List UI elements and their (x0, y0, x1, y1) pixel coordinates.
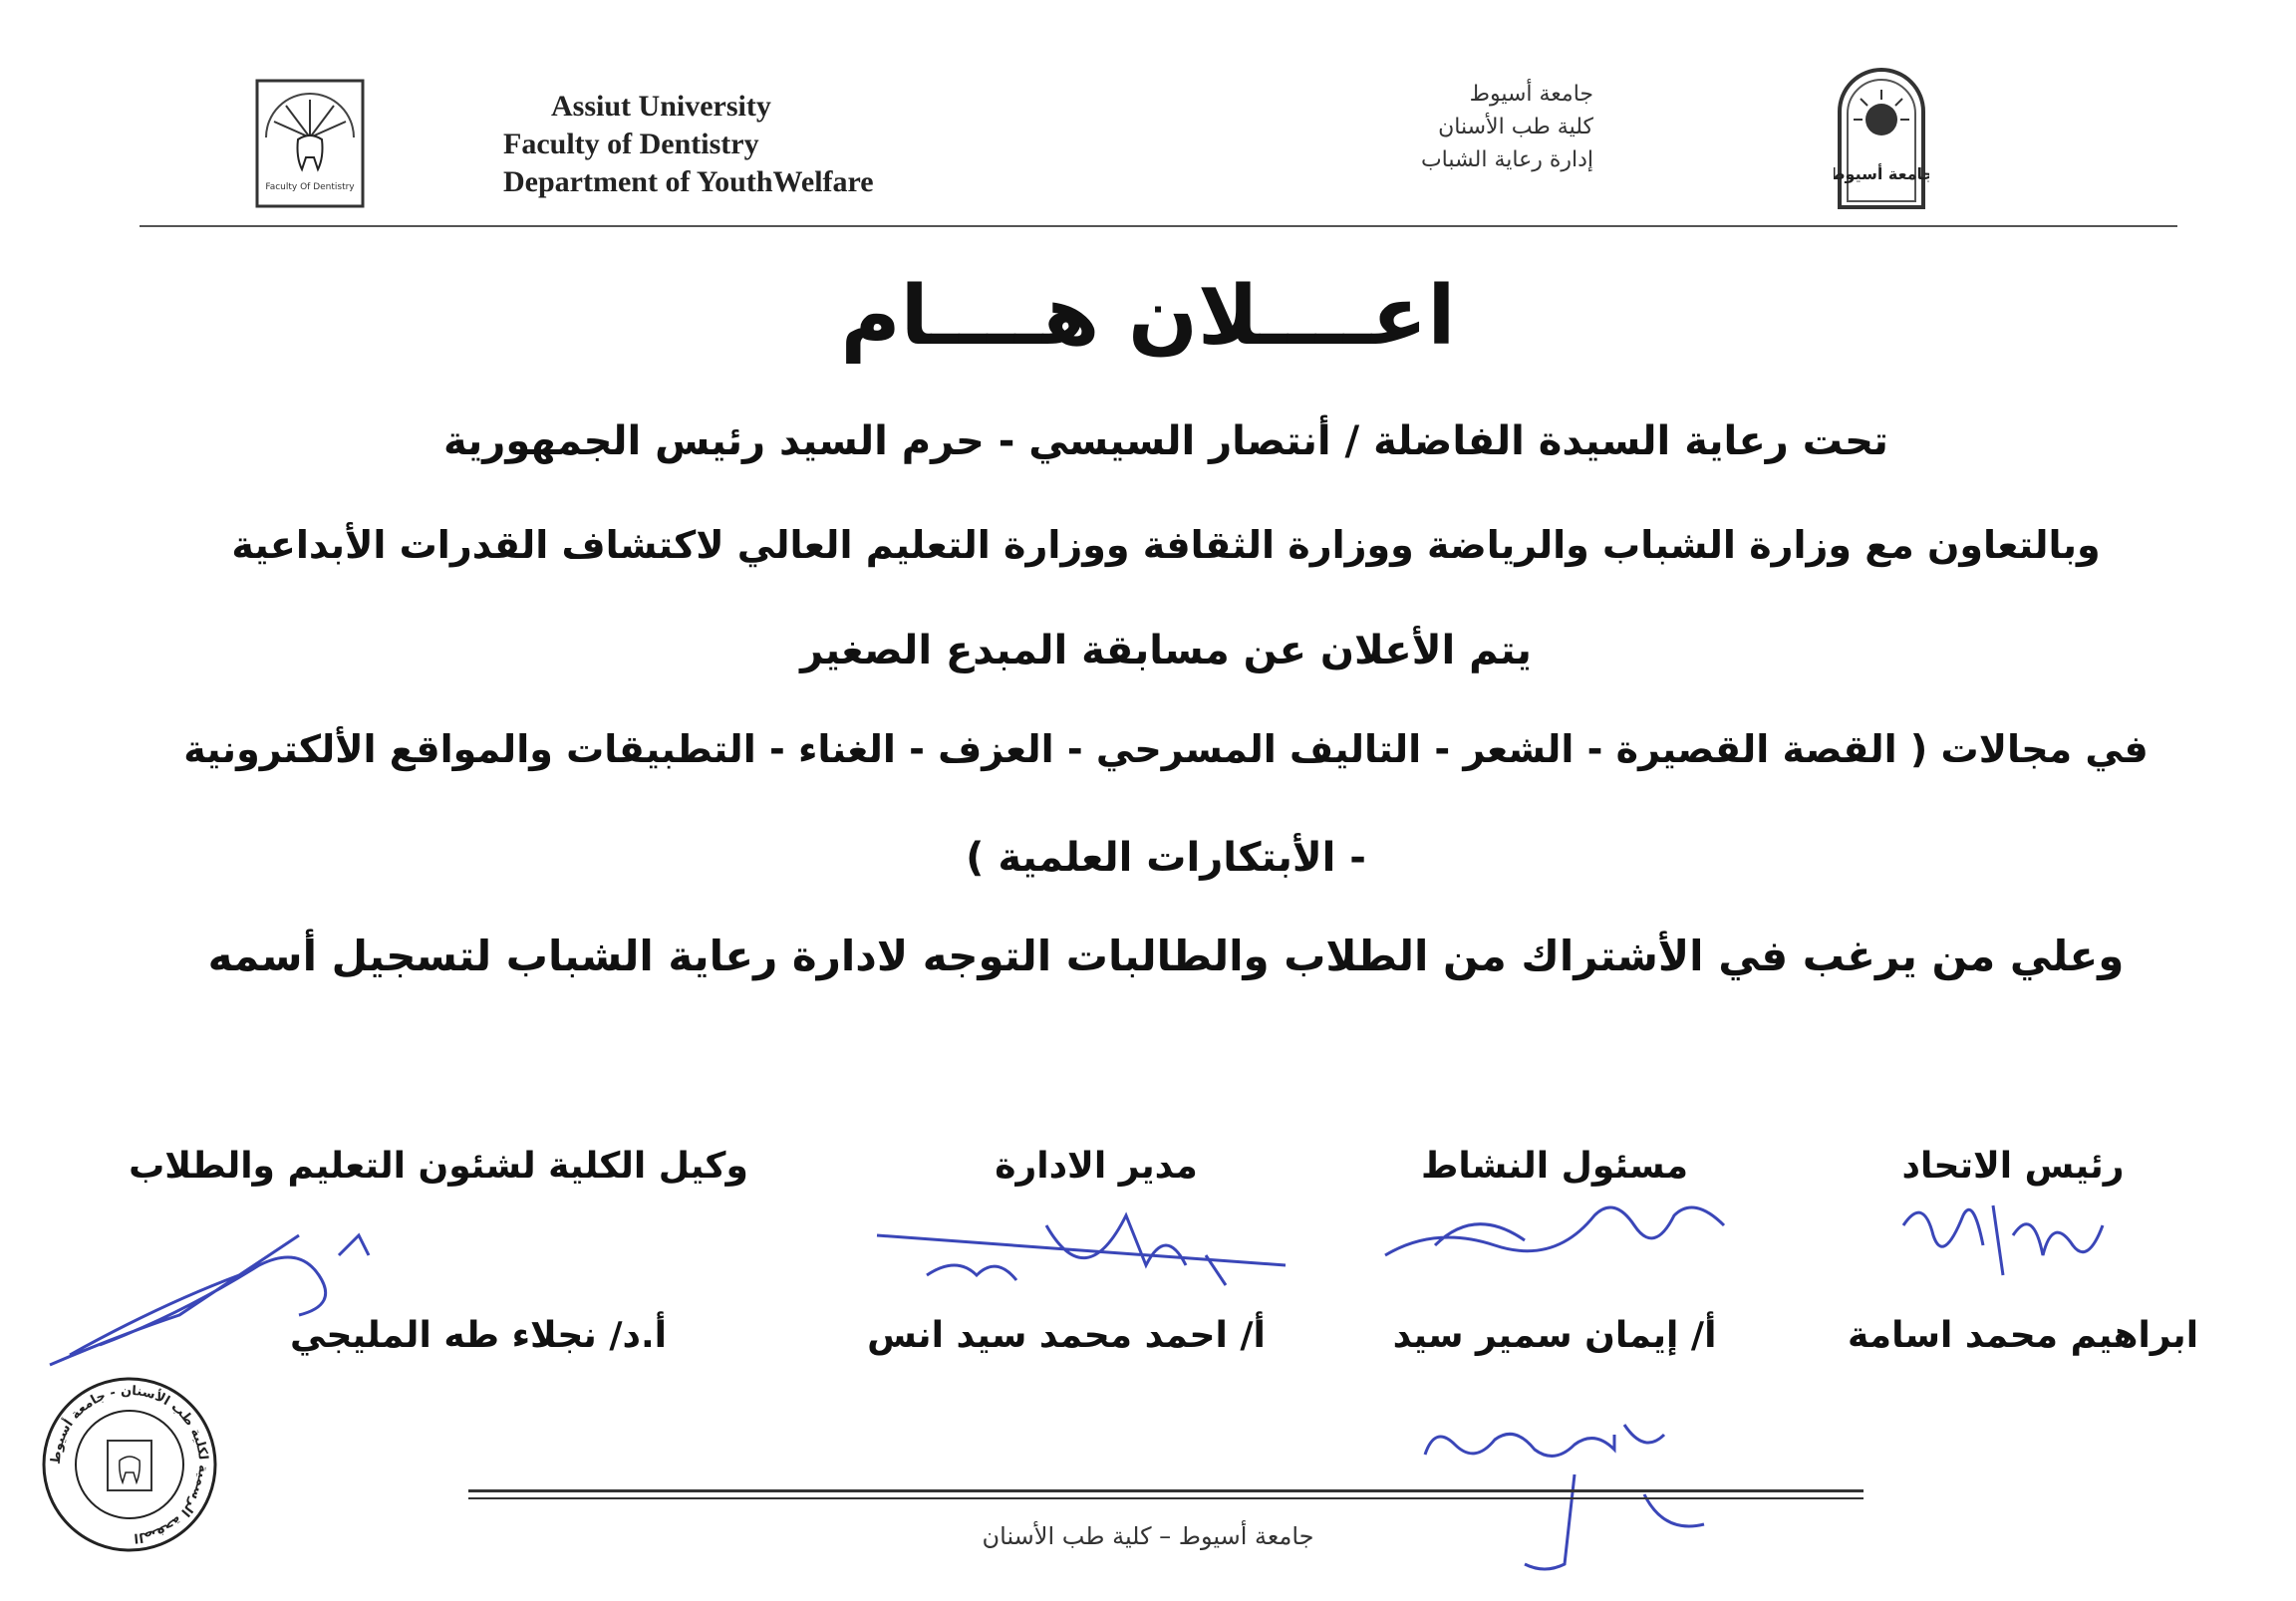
signatory-name: أ/ إيمان سمير سيد (1392, 1315, 1717, 1356)
faculty-logo (254, 78, 366, 209)
signature-2 (1375, 1186, 1734, 1275)
university-logo (1834, 62, 1929, 209)
footer-divider (468, 1489, 1864, 1492)
signature-3 (867, 1196, 1295, 1305)
arabic-header (1421, 78, 1593, 176)
footer-divider (468, 1497, 1864, 1499)
english-header-line: Faculty of Dentistry (503, 128, 759, 160)
logo-right-caption: جامعة أسيوط (1834, 164, 1929, 183)
english-header-line: Assiut University (551, 90, 771, 123)
english-header-line: Department of YouthWelfare (503, 165, 874, 198)
arabic-header-line: إدارة رعاية الشباب (1420, 147, 1593, 172)
signatory-role: وكيل الكلية لشئون التعليم والطلاب (129, 1146, 748, 1187)
signatory-role: مسئول النشاط (1420, 1146, 1689, 1187)
stamp-text: الصفحة الرسمية لكلية طب الأسنان - جامعة أسيوط (48, 1383, 211, 1545)
body-line-6: وعلي من يرغب في الأشتراك من الطلاب والطالبات التوجه لادارة رعاية الشباب لتسجيل أسمه (207, 932, 2125, 980)
arabic-header-line: جامعة أسيوط (1469, 82, 1593, 107)
signatory-role: رئيس الاتحاد (1901, 1146, 2125, 1187)
body-line-3: يتم الأعلان عن مسابقة المبدع الصغير (800, 628, 1532, 673)
body-line-2: وبالتعاون مع وزارة الشباب والرياضة ووزارة الثقافة ووزارة التعليم العالي لاكتشاف القدرات الأبداعية (231, 523, 2101, 567)
body-line-5: - الأبتكارات العلمية ) (966, 835, 1366, 881)
signatory-name: أ.د/ نجلاء طه المليجي (290, 1315, 667, 1356)
logo-left-caption: Faculty Of Dentistry (265, 182, 355, 192)
signatory-role: مدير الادارة (995, 1146, 1198, 1187)
english-header (503, 88, 874, 201)
signatory-name: ابراهيم محمد اسامة (1847, 1315, 2199, 1356)
signatory-name: أ/ احمد محمد سيد انس (867, 1315, 1266, 1356)
header-divider (140, 225, 2177, 227)
page-title: اعــــلان هــــام (840, 269, 1456, 364)
footer-text: جامعة أسيوط – كلية طب الأسنان (982, 1522, 1314, 1550)
body-line-1: تحت رعاية السيدة الفاضلة / أنتصار السيسي - حرم السيد رئيس الجمهورية (443, 418, 1888, 464)
signature-1 (1893, 1186, 2113, 1295)
body-line-4: في مجالات ( القصة القصيرة - الشعر - التاليف المسرحي - العزف - الغناء - التطبيقات والمواقع الألكترونية (183, 727, 2149, 771)
signature-footer (1405, 1415, 1804, 1584)
arabic-header-line: كلية طب الأسنان (1438, 115, 1593, 139)
